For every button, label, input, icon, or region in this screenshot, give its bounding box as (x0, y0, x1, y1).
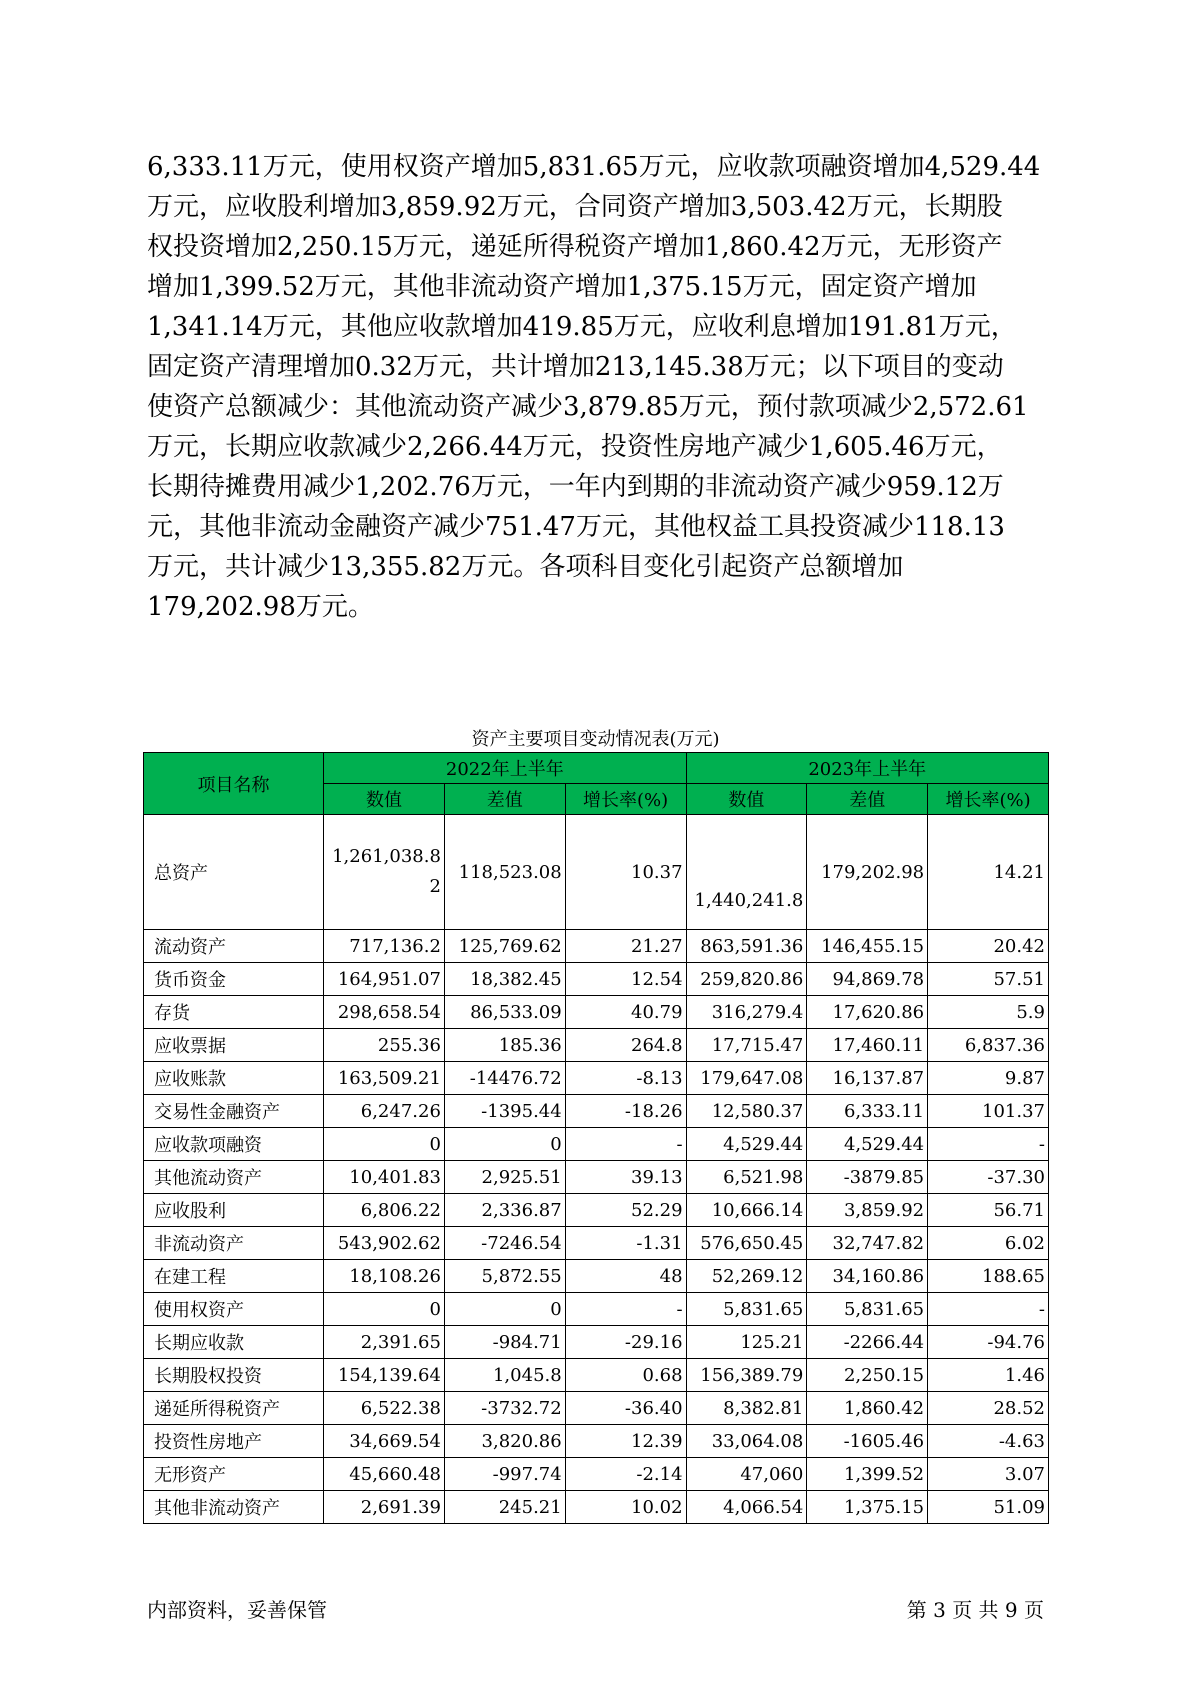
table-row (144, 1128, 1049, 1161)
header-item-name: 项目名称 (144, 753, 324, 815)
cell-diff-2023: -2266.44 (807, 1326, 928, 1359)
cell-item-name: 存货 (144, 996, 324, 1029)
cell-rate-2023: 6.02 (928, 1227, 1049, 1260)
cell-rate-2022: 12.39 (565, 1425, 686, 1458)
cell-item-name: 交易性金融资产 (144, 1095, 324, 1128)
cell-item-name: 其他流动资产 (144, 1161, 324, 1194)
cell-value-2023: 1,440,241.8 (686, 815, 807, 930)
cell-rate-2023: 5.9 (928, 996, 1049, 1029)
paragraph-line: 长期待摊费用减少1,202.76万元，一年内到期的非流动资产减少959.12万 (147, 472, 1004, 502)
cell-rate-2023: 188.65 (928, 1260, 1049, 1293)
cell-diff-2022: -7246.54 (444, 1227, 565, 1260)
table-row (144, 1425, 1049, 1458)
paragraph-line: 万元，应收股利增加3,859.92万元，合同资产增加3,503.42万元，长期股 (147, 192, 1003, 222)
cell-item-name: 应收款项融资 (144, 1128, 324, 1161)
cell-value-2022: 2,391.65 (324, 1326, 445, 1359)
cell-item-name: 递延所得税资产 (144, 1392, 324, 1425)
cell-value-2023: 576,650.45 (686, 1227, 807, 1260)
cell-rate-2022: 10.37 (565, 815, 686, 930)
cell-diff-2023: 17,620.86 (807, 996, 928, 1029)
cell-diff-2023: 6,333.11 (807, 1095, 928, 1128)
cell-diff-2022: 3,820.86 (444, 1425, 565, 1458)
cell-rate-2023: 14.21 (928, 815, 1049, 930)
table-body (144, 815, 1049, 1524)
paragraph-line: 1,341.14万元，其他应收款增加419.85万元，应收利息增加191.81万元， (147, 312, 1017, 342)
header-period-2023: 2023年上半年 (686, 753, 1048, 784)
cell-diff-2022: 0 (444, 1128, 565, 1161)
header-diff-2022: 差值 (444, 784, 565, 815)
cell-value-2023: 12,580.37 (686, 1095, 807, 1128)
table-row (144, 1491, 1049, 1524)
cell-rate-2022: -36.40 (565, 1392, 686, 1425)
cell-rate-2022: -18.26 (565, 1095, 686, 1128)
table-row (144, 1458, 1049, 1491)
cell-value-2022: 543,902.62 (324, 1227, 445, 1260)
table-row (144, 1062, 1049, 1095)
cell-value-2023: 4,529.44 (686, 1128, 807, 1161)
cell-rate-2022: -1.31 (565, 1227, 686, 1260)
cell-item-name: 长期股权投资 (144, 1359, 324, 1392)
table-caption: 资产主要项目变动情况表(万元) (471, 729, 720, 750)
cell-diff-2023: 1,860.42 (807, 1392, 928, 1425)
cell-rate-2023: -94.76 (928, 1326, 1049, 1359)
cell-diff-2022: 125,769.62 (444, 930, 565, 963)
cell-rate-2022: - (565, 1293, 686, 1326)
cell-item-name: 无形资产 (144, 1458, 324, 1491)
cell-item-name: 应收股利 (144, 1194, 324, 1227)
cell-diff-2023: 34,160.86 (807, 1260, 928, 1293)
paragraph-line: 万元，共计减少13,355.82万元。各项科目变化引起资产总额增加 (147, 552, 904, 582)
cell-diff-2022: -3732.72 (444, 1392, 565, 1425)
paragraph-line: 元，其他非流动金融资产减少751.47万元，其他权益工具投资减少118.13 (147, 512, 1005, 542)
header-period-2022: 2022年上半年 (324, 753, 686, 784)
cell-rate-2022: 21.27 (565, 930, 686, 963)
table-row (144, 996, 1049, 1029)
table-row (144, 1392, 1049, 1425)
cell-value-2023: 4,066.54 (686, 1491, 807, 1524)
cell-diff-2022: 86,533.09 (444, 996, 565, 1029)
cell-diff-2023: 32,747.82 (807, 1227, 928, 1260)
cell-item-name: 流动资产 (144, 930, 324, 963)
cell-value-2022: 10,401.83 (324, 1161, 445, 1194)
cell-diff-2022: -1395.44 (444, 1095, 565, 1128)
cell-diff-2022: 0 (444, 1293, 565, 1326)
cell-rate-2023: -4.63 (928, 1425, 1049, 1458)
cell-diff-2023: -1605.46 (807, 1425, 928, 1458)
cell-item-name: 投资性房地产 (144, 1425, 324, 1458)
cell-diff-2022: 18,382.45 (444, 963, 565, 996)
cell-rate-2022: 12.54 (565, 963, 686, 996)
cell-item-name: 总资产 (144, 815, 324, 930)
cell-diff-2023: 146,455.15 (807, 930, 928, 963)
cell-value-2022: 255.36 (324, 1029, 445, 1062)
paragraph-line: 固定资产清理增加0.32万元，共计增加213,145.38万元；以下项目的变动 (147, 352, 1004, 382)
cell-value-2023: 316,279.4 (686, 996, 807, 1029)
cell-rate-2023: 51.09 (928, 1491, 1049, 1524)
cell-value-2022: 34,669.54 (324, 1425, 445, 1458)
cell-rate-2023: 20.42 (928, 930, 1049, 963)
table-row (144, 1095, 1049, 1128)
header-value-2023: 数值 (686, 784, 807, 815)
cell-rate-2023: 28.52 (928, 1392, 1049, 1425)
table-row (144, 1359, 1049, 1392)
cell-rate-2023: -37.30 (928, 1161, 1049, 1194)
cell-diff-2022: 5,872.55 (444, 1260, 565, 1293)
cell-value-2023: 8,382.81 (686, 1392, 807, 1425)
paragraph-line: 增加1,399.52万元，其他非流动资产增加1,375.15万元，固定资产增加 (147, 272, 977, 302)
cell-diff-2022: 2,925.51 (444, 1161, 565, 1194)
cell-value-2022: 717,136.2 (324, 930, 445, 963)
cell-diff-2022: 118,523.08 (444, 815, 565, 930)
table-row (144, 963, 1049, 996)
confidential-note: 内部资料，妥善保管 (147, 1598, 327, 1622)
header-rate-2022: 增长率(%) (565, 784, 686, 815)
header-value-2022: 数值 (324, 784, 445, 815)
cell-diff-2022: 185.36 (444, 1029, 565, 1062)
paragraph-line: 6,333.11万元，使用权资产增加5,831.65万元，应收款项融资增加4,529.44 (147, 152, 1041, 182)
cell-rate-2023: 57.51 (928, 963, 1049, 996)
cell-diff-2022: 245.21 (444, 1491, 565, 1524)
cell-item-name: 非流动资产 (144, 1227, 324, 1260)
cell-diff-2023: -3879.85 (807, 1161, 928, 1194)
cell-rate-2023: 56.71 (928, 1194, 1049, 1227)
cell-item-name: 货币资金 (144, 963, 324, 996)
cell-value-2023: 6,521.98 (686, 1161, 807, 1194)
cell-rate-2022: 10.02 (565, 1491, 686, 1524)
cell-diff-2023: 1,375.15 (807, 1491, 928, 1524)
cell-item-name: 在建工程 (144, 1260, 324, 1293)
cell-rate-2022: -2.14 (565, 1458, 686, 1491)
cell-diff-2023: 17,460.11 (807, 1029, 928, 1062)
cell-value-2022: 164,951.07 (324, 963, 445, 996)
cell-rate-2022: -29.16 (565, 1326, 686, 1359)
paragraph-line: 179,202.98万元。 (147, 592, 374, 622)
cell-diff-2022: 2,336.87 (444, 1194, 565, 1227)
cell-value-2023: 259,820.86 (686, 963, 807, 996)
cell-diff-2023: 16,137.87 (807, 1062, 928, 1095)
cell-rate-2022: 48 (565, 1260, 686, 1293)
cell-value-2023: 33,064.08 (686, 1425, 807, 1458)
cell-value-2022: 18,108.26 (324, 1260, 445, 1293)
cell-value-2023: 47,060 (686, 1458, 807, 1491)
asset-change-table (143, 752, 1049, 1524)
header-rate-2023: 增长率(%) (928, 784, 1049, 815)
cell-rate-2022: 264.8 (565, 1029, 686, 1062)
cell-diff-2022: -997.74 (444, 1458, 565, 1491)
cell-rate-2023: - (928, 1128, 1049, 1161)
cell-item-name: 应收票据 (144, 1029, 324, 1062)
body-paragraph (147, 147, 1047, 627)
cell-rate-2023: 6,837.36 (928, 1029, 1049, 1062)
cell-diff-2023: 4,529.44 (807, 1128, 928, 1161)
cell-diff-2023: 5,831.65 (807, 1293, 928, 1326)
header-diff-2023: 差值 (807, 784, 928, 815)
cell-value-2023: 5,831.65 (686, 1293, 807, 1326)
cell-value-2022: 163,509.21 (324, 1062, 445, 1095)
cell-value-2022: 6,247.26 (324, 1095, 445, 1128)
cell-rate-2023: 1.46 (928, 1359, 1049, 1392)
cell-item-name: 其他非流动资产 (144, 1491, 324, 1524)
cell-rate-2022: 52.29 (565, 1194, 686, 1227)
cell-value-2022: 6,522.38 (324, 1392, 445, 1425)
cell-value-2023: 17,715.47 (686, 1029, 807, 1062)
cell-diff-2023: 2,250.15 (807, 1359, 928, 1392)
table-row (144, 1161, 1049, 1194)
cell-value-2022: 154,139.64 (324, 1359, 445, 1392)
table-row (144, 1029, 1049, 1062)
cell-diff-2022: -984.71 (444, 1326, 565, 1359)
paragraph-line: 万元，长期应收款减少2,266.44万元，投资性房地产减少1,605.46万元， (147, 432, 1003, 462)
cell-value-2023: 125.21 (686, 1326, 807, 1359)
cell-value-2022: 0 (324, 1128, 445, 1161)
cell-diff-2023: 179,202.98 (807, 815, 928, 930)
paragraph-line: 权投资增加2,250.15万元，递延所得税资产增加1,860.42万元，无形资产 (147, 232, 1003, 262)
cell-value-2022: 6,806.22 (324, 1194, 445, 1227)
cell-value-2023: 179,647.08 (686, 1062, 807, 1095)
cell-rate-2022: 40.79 (565, 996, 686, 1029)
cell-item-name: 应收账款 (144, 1062, 324, 1095)
cell-diff-2023: 1,399.52 (807, 1458, 928, 1491)
cell-item-name: 长期应收款 (144, 1326, 324, 1359)
table-row (144, 1227, 1049, 1260)
cell-rate-2023: - (928, 1293, 1049, 1326)
cell-rate-2022: 0.68 (565, 1359, 686, 1392)
table-row (144, 1260, 1049, 1293)
table-row (144, 1194, 1049, 1227)
cell-value-2022: 0 (324, 1293, 445, 1326)
table-row (144, 1293, 1049, 1326)
page-number: 第 3 页 共 9 页 (906, 1598, 1044, 1622)
cell-rate-2022: - (565, 1128, 686, 1161)
paragraph-line: 使资产总额减少：其他流动资产减少3,879.85万元，预付款项减少2,572.61 (147, 392, 1029, 422)
cell-diff-2023: 94,869.78 (807, 963, 928, 996)
cell-diff-2023: 3,859.92 (807, 1194, 928, 1227)
cell-rate-2023: 101.37 (928, 1095, 1049, 1128)
cell-diff-2022: 1,045.8 (444, 1359, 565, 1392)
cell-diff-2022: -14476.72 (444, 1062, 565, 1095)
cell-rate-2023: 3.07 (928, 1458, 1049, 1491)
cell-value-2022: 298,658.54 (324, 996, 445, 1029)
cell-value-2023: 10,666.14 (686, 1194, 807, 1227)
cell-value-2022: 45,660.48 (324, 1458, 445, 1491)
cell-item-name: 使用权资产 (144, 1293, 324, 1326)
cell-value-2022: 2,691.39 (324, 1491, 445, 1524)
table-row (144, 1326, 1049, 1359)
cell-value-2022: 1,261,038.82 (324, 815, 445, 930)
cell-rate-2022: -8.13 (565, 1062, 686, 1095)
cell-value-2023: 156,389.79 (686, 1359, 807, 1392)
cell-value-2023: 52,269.12 (686, 1260, 807, 1293)
cell-rate-2023: 9.87 (928, 1062, 1049, 1095)
table-row (144, 815, 1049, 930)
table-row (144, 930, 1049, 963)
cell-rate-2022: 39.13 (565, 1161, 686, 1194)
cell-value-2023: 863,591.36 (686, 930, 807, 963)
